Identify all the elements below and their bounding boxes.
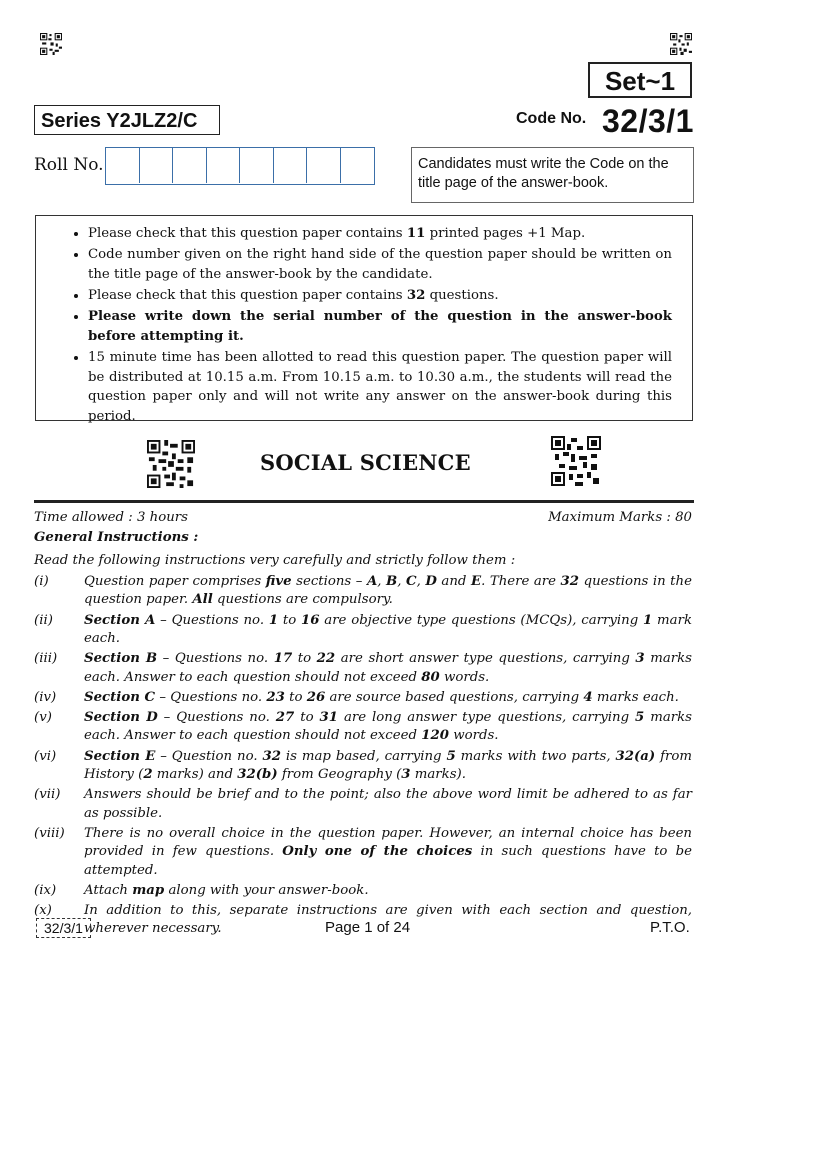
instruction-number: (vi) bbox=[34, 748, 57, 764]
instruction-item bbox=[34, 882, 692, 900]
instruction-text: Answers should be brief and to the point; also the above word limit be adhered to as far as possible. bbox=[84, 787, 692, 821]
instruction-text: Question paper comprises five sections – A, B, C, D and E. There are 32 questions in the question paper. All questions are compulsory. bbox=[84, 574, 692, 608]
notice-list bbox=[58, 224, 672, 426]
section-divider bbox=[34, 500, 694, 503]
instruction-item bbox=[34, 689, 692, 707]
subject-title: SOCIAL SCIENCE bbox=[260, 450, 471, 475]
instruction-text: There is no overall choice in the question paper. However, an internal choice has been provided in few questions. Only one of the choices in such questions have to be attempted. bbox=[84, 825, 692, 878]
instruction-number: (ii) bbox=[34, 612, 53, 628]
roll-number-cell[interactable] bbox=[207, 148, 241, 183]
instruction-text: Section B – Questions no. 17 to 22 are short answer type questions, carrying 3 marks each. Answer to each question should not exceed 80 words. bbox=[84, 651, 693, 685]
instruction-text: In addition to this, separate instructions are given with each section and question, wherever necessary. bbox=[84, 903, 692, 937]
instruction-text: Section C – Questions no. 23 to 26 are source based questions, carrying 4 marks each. bbox=[84, 689, 679, 705]
qr-code-icon bbox=[670, 33, 692, 55]
footer-code: 32/3/1 bbox=[36, 918, 91, 938]
notice-item bbox=[88, 224, 672, 244]
qr-code-icon bbox=[147, 440, 195, 488]
instruction-item bbox=[34, 825, 692, 880]
general-instructions-lead: Read the following instructions very carefully and strictly follow them : bbox=[34, 553, 516, 568]
instruction-number: (iii) bbox=[34, 651, 58, 667]
notice-text: Please check that this question paper contains bbox=[88, 226, 407, 241]
notice-item bbox=[88, 307, 672, 346]
roll-number-boxes[interactable] bbox=[105, 147, 375, 185]
notice-emphasis: 32 bbox=[406, 287, 426, 303]
instruction-item bbox=[34, 650, 692, 687]
instruction-number: (x) bbox=[34, 903, 52, 919]
notice-item bbox=[88, 245, 672, 284]
notice-item bbox=[88, 348, 672, 426]
notice-emphasis: Please write down the serial number of the question in the answer-book before attempting it. bbox=[88, 309, 672, 344]
instruction-item bbox=[34, 573, 692, 610]
roll-number-cell[interactable] bbox=[307, 148, 341, 183]
general-instructions-list bbox=[34, 573, 692, 941]
roll-number-cell[interactable] bbox=[274, 148, 308, 183]
candidate-note: Candidates must write the Code on the title page of the answer-book. bbox=[411, 147, 694, 203]
roll-number-cell[interactable] bbox=[341, 148, 375, 183]
instruction-item bbox=[34, 612, 692, 649]
instruction-number: (i) bbox=[34, 574, 49, 589]
instruction-text: Section E – Question no. 32 is map based, carrying 5 marks with two parts, 32(a) from History (2 marks) and 32(b) from Geography (3 marks). bbox=[84, 748, 692, 783]
instruction-number: (viii) bbox=[34, 825, 65, 841]
instruction-number: (vii) bbox=[34, 787, 61, 803]
notice-text: Please check that this question paper contains bbox=[88, 287, 407, 303]
instruction-number: (ix) bbox=[34, 882, 57, 898]
instruction-item bbox=[34, 748, 692, 785]
instruction-number: (iv) bbox=[34, 689, 57, 705]
qr-code-icon bbox=[40, 33, 62, 55]
page-number: Page 1 of 24 bbox=[325, 919, 411, 936]
notice-emphasis: 11 bbox=[406, 226, 426, 241]
roll-number-cell[interactable] bbox=[106, 148, 140, 183]
roll-number-cell[interactable] bbox=[240, 148, 274, 183]
instruction-item bbox=[34, 709, 692, 746]
instruction-text: Attach map along with your answer-book. bbox=[84, 882, 369, 898]
roll-number-label: Roll No. bbox=[34, 155, 104, 175]
series-label: Series Y2JLZ2/C bbox=[34, 105, 220, 135]
qr-code-icon bbox=[551, 436, 601, 486]
instruction-item bbox=[34, 786, 692, 823]
instruction-text: Section A – Questions no. 1 to 16 are objective type questions (MCQs), carrying 1 mark each. bbox=[84, 612, 692, 647]
code-label: Code No. bbox=[516, 110, 587, 127]
instructions-notice-box bbox=[35, 215, 693, 424]
roll-number-cell[interactable] bbox=[140, 148, 174, 183]
general-instructions-title: General Instructions : bbox=[34, 530, 199, 545]
notice-item bbox=[88, 286, 672, 306]
roll-number-cell[interactable] bbox=[173, 148, 207, 183]
notice-text: 15 minute time has been allotted to read this question paper. The question paper will be distributed at 10.15 a.m. From 10.15 a.m. to 10.30 a.m., the students will read the question paper only and will not write any answer on the answer-book during this period. bbox=[88, 349, 672, 424]
instruction-text: Section D – Questions no. 27 to 31 are long answer type questions, carrying 5 marks each. Answer to each question should not exceed 120 words. bbox=[84, 710, 692, 744]
set-label: Set~1 bbox=[588, 62, 692, 98]
notice-text: questions. bbox=[425, 287, 499, 303]
please-turn-over: P.T.O. bbox=[650, 919, 690, 936]
code-value: 32/3/1 bbox=[602, 103, 694, 139]
notice-text: printed pages +1 Map. bbox=[425, 226, 586, 241]
notice-text: Code number given on the right hand side of the question paper should be written on the title page of the answer-book by the candidate. bbox=[88, 247, 672, 282]
maximum-marks: Maximum Marks : 80 bbox=[548, 510, 692, 525]
time-allowed: Time allowed : 3 hours bbox=[34, 510, 188, 525]
instruction-number: (v) bbox=[34, 710, 52, 726]
